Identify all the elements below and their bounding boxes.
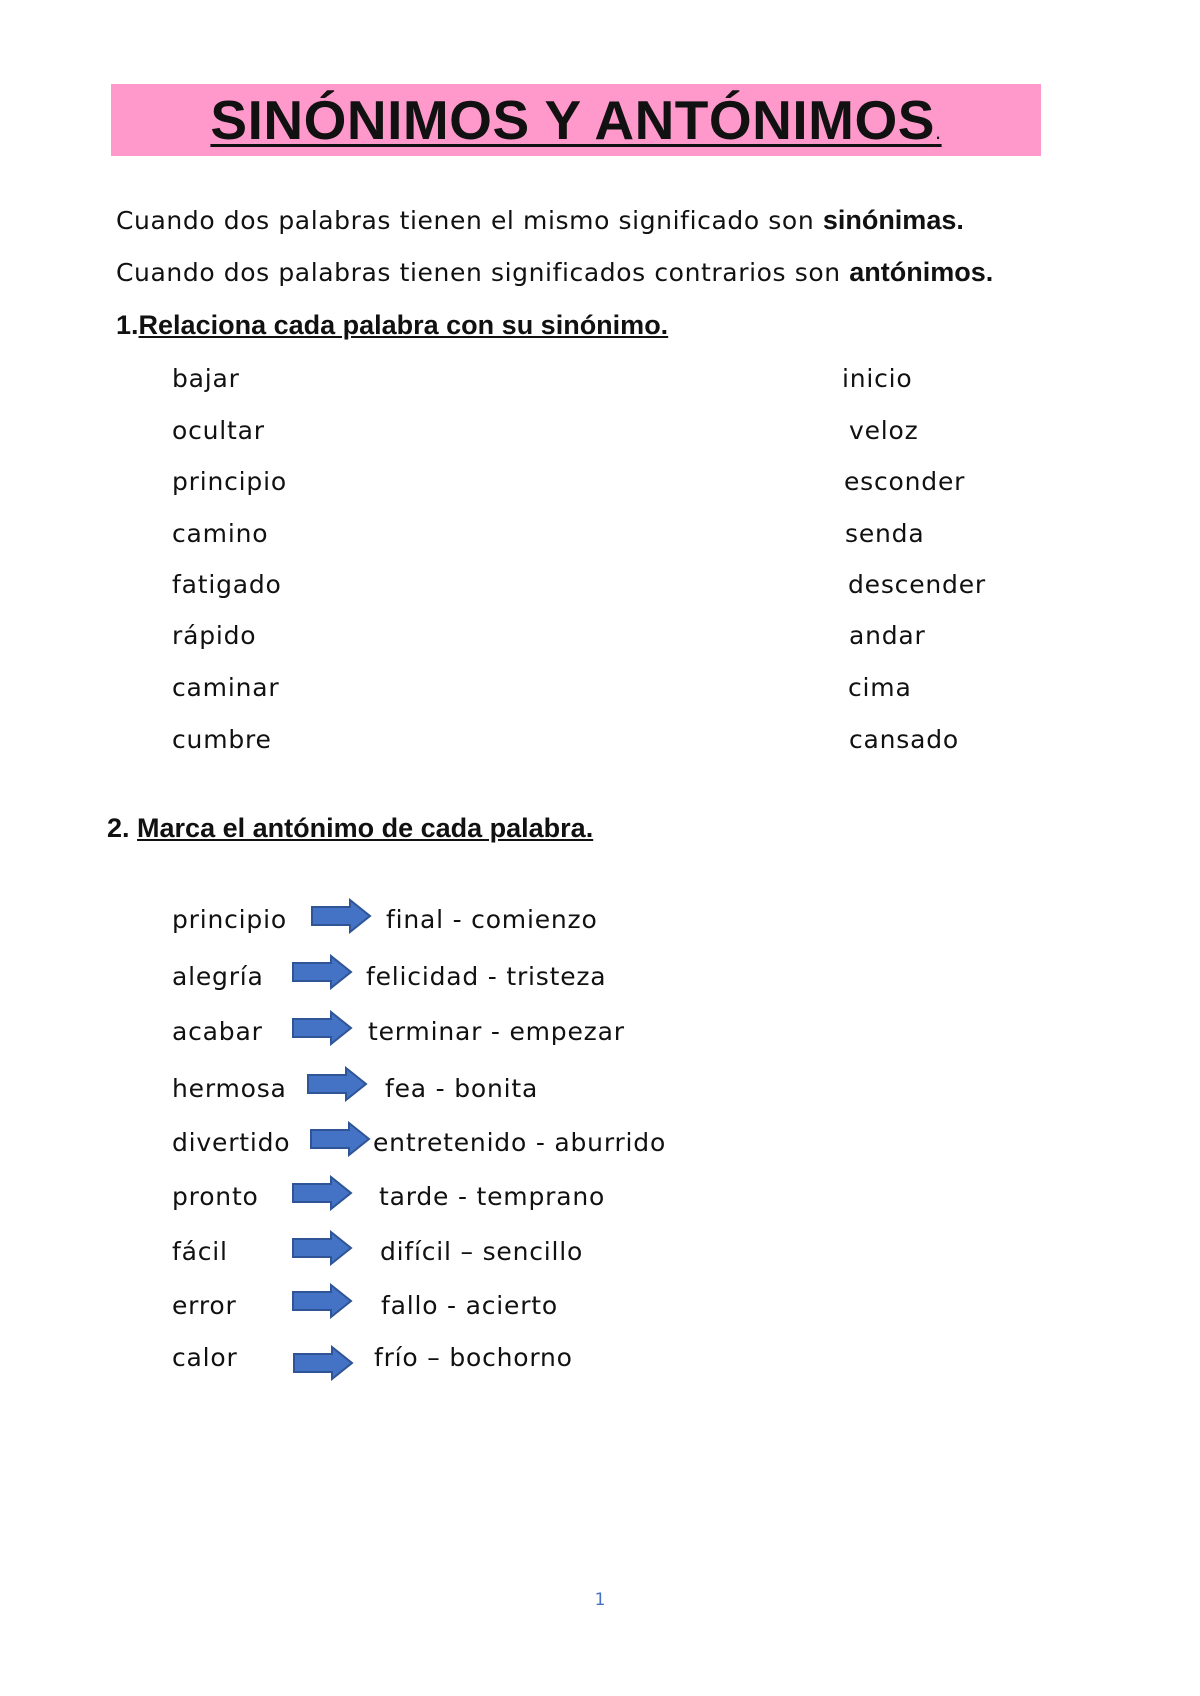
antonym-word: error [172, 1291, 237, 1320]
antonym-options[interactable]: tarde - temprano [379, 1182, 606, 1211]
antonym-options[interactable]: felicidad - tristeza [366, 962, 607, 991]
right-word[interactable]: inicio [842, 364, 913, 393]
intro-synonyms [116, 205, 964, 236]
intro-synonyms-bold: sinónimas. [822, 205, 964, 235]
arrow-right-icon [291, 1283, 353, 1319]
right-word[interactable]: descender [848, 570, 986, 599]
right-word[interactable]: cansado [849, 725, 960, 754]
exercise1-number: 1. [116, 310, 139, 340]
exercise2-heading [107, 813, 593, 844]
right-word[interactable]: cima [848, 673, 912, 702]
antonym-word: divertido [172, 1128, 291, 1157]
antonym-options[interactable]: fea - bonita [385, 1074, 539, 1103]
arrow-right-icon [291, 1175, 353, 1211]
left-word[interactable]: caminar [172, 673, 280, 702]
arrow-right-icon [310, 898, 372, 934]
left-word[interactable]: bajar [172, 364, 240, 393]
antonym-options[interactable]: difícil – sencillo [380, 1237, 584, 1266]
arrow-right-icon [291, 954, 353, 990]
antonym-word: fácil [172, 1237, 228, 1266]
antonym-options[interactable]: entretenido - aburrido [373, 1128, 667, 1157]
antonym-options[interactable]: final - comienzo [386, 905, 598, 934]
title-dot: . [934, 119, 942, 144]
right-word[interactable]: veloz [849, 416, 919, 445]
arrow-right-icon [306, 1066, 368, 1102]
right-word[interactable]: andar [849, 621, 926, 650]
antonym-word: alegría [172, 962, 264, 991]
antonym-options[interactable]: fallo - acierto [381, 1291, 558, 1320]
antonym-word: pronto [172, 1182, 259, 1211]
exercise2-instruction: Marca el antónimo de cada palabra. [137, 813, 594, 843]
intro-antonyms-text: Cuando dos palabras tienen significados contrarios son [116, 258, 850, 287]
intro-antonyms [116, 257, 993, 288]
intro-antonyms-bold: antónimos. [849, 257, 994, 287]
exercise1-instruction: Relaciona cada palabra con su sinónimo. [138, 310, 669, 340]
title-banner [111, 84, 1041, 156]
arrow-right-icon [291, 1010, 353, 1046]
arrow-right-icon [292, 1345, 354, 1381]
antonym-options[interactable]: frío – bochorno [374, 1343, 573, 1372]
left-word[interactable]: principio [172, 467, 287, 496]
right-word[interactable]: senda [845, 519, 925, 548]
right-word[interactable]: esconder [844, 467, 966, 496]
antonym-word: principio [172, 905, 287, 934]
page-number: 1 [594, 1590, 606, 1610]
exercise2-number: 2. [107, 813, 130, 843]
exercise1-heading [116, 310, 668, 341]
left-word[interactable]: camino [172, 519, 269, 548]
left-word[interactable]: fatigado [172, 570, 282, 599]
antonym-word: hermosa [172, 1074, 287, 1103]
left-word[interactable]: ocultar [172, 416, 265, 445]
antonym-word: calor [172, 1343, 238, 1372]
antonym-word: acabar [172, 1017, 263, 1046]
left-word[interactable]: cumbre [172, 725, 272, 754]
left-word[interactable]: rápido [172, 621, 257, 650]
arrow-right-icon [291, 1230, 353, 1266]
arrow-right-icon [309, 1121, 371, 1157]
page-title: SINÓNIMOS Y ANTÓNIMOS. [210, 89, 942, 151]
antonym-options[interactable]: terminar - empezar [368, 1017, 625, 1046]
intro-synonyms-text: Cuando dos palabras tienen el mismo significado son [116, 206, 823, 235]
